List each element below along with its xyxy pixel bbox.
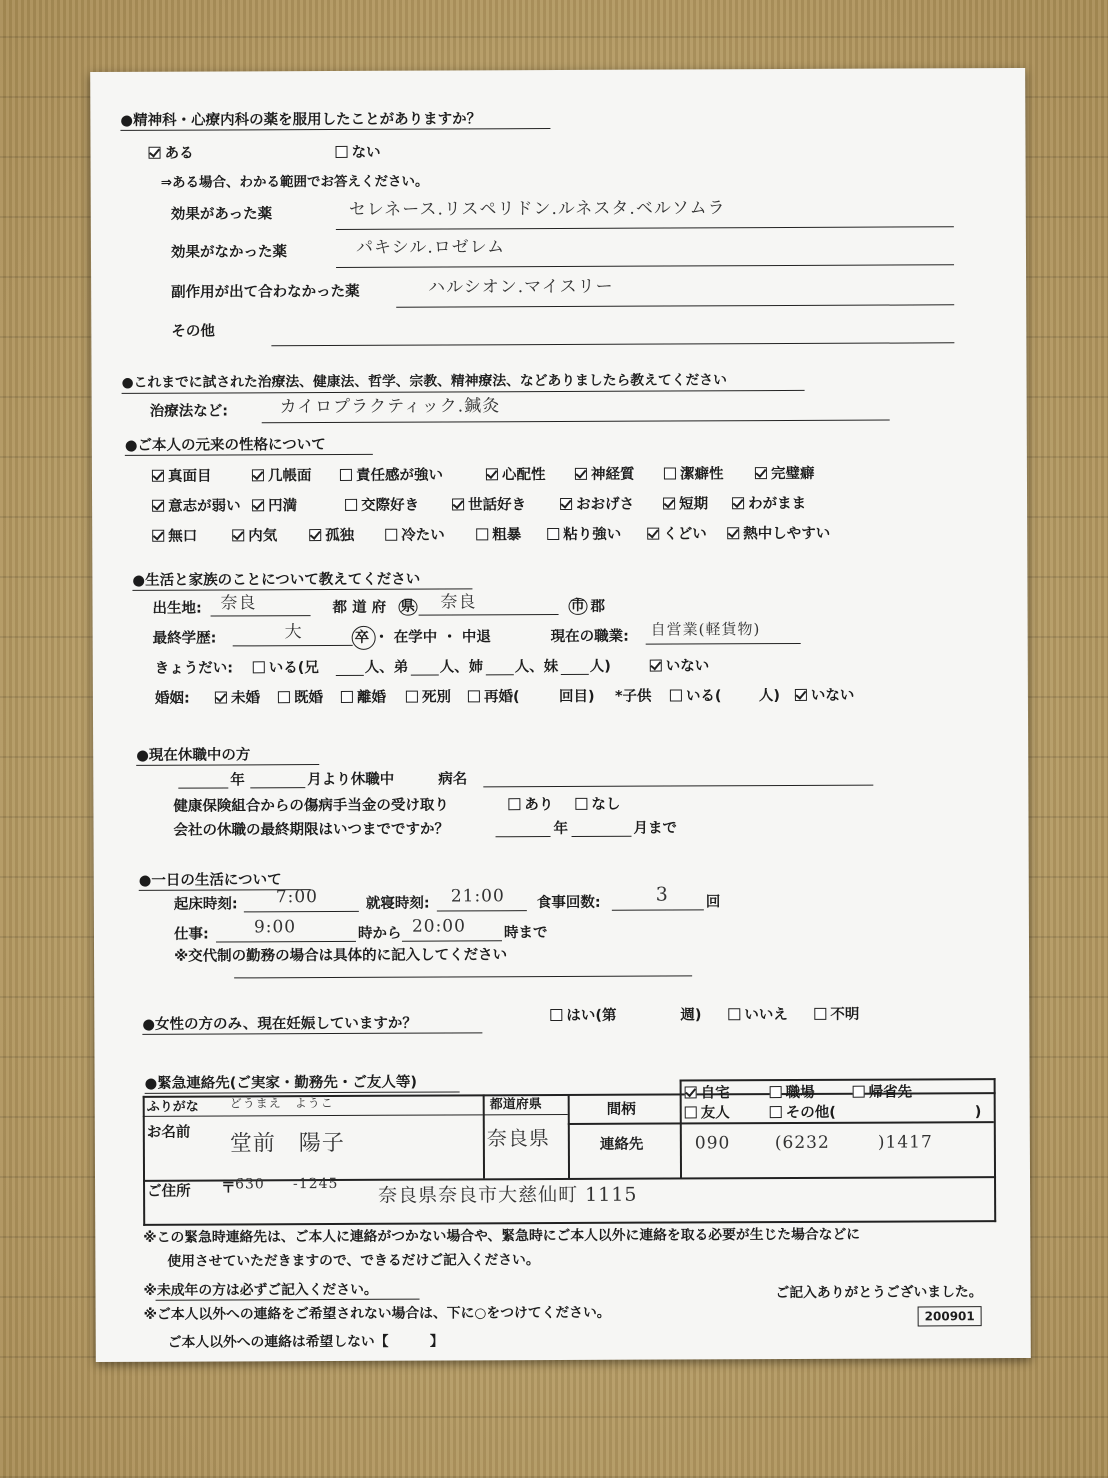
heading-underline — [142, 1032, 482, 1034]
checkbox-checked[interactable] — [252, 499, 264, 511]
med-no-option[interactable] — [336, 146, 381, 161]
graduated-circle — [352, 626, 376, 650]
blank-line — [336, 675, 364, 676]
meal-count-value[interactable]: 3 — [655, 883, 669, 906]
education-value[interactable]: 大 — [284, 622, 303, 643]
checkbox-checked[interactable] — [575, 468, 587, 480]
trait-option[interactable] — [252, 469, 312, 484]
trait-option[interactable] — [340, 469, 443, 484]
birthplace-value-1[interactable]: 奈良 — [220, 593, 257, 614]
leave-year-label: 年 — [230, 772, 245, 789]
children-yes-option[interactable] — [670, 689, 722, 704]
option-label: 未婚 — [230, 690, 260, 707]
phone-part-2[interactable]: (6232 — [774, 1132, 830, 1154]
option-label: いる(兄 — [268, 660, 319, 677]
emergency-contact-heading: ●緊急連絡先(ご実家・勤務先・ご友人等) — [144, 1074, 418, 1092]
meal-count-unit: 回 — [705, 894, 721, 911]
checkbox[interactable] — [385, 529, 397, 541]
option-label: はい(第 — [566, 1007, 617, 1024]
personality-heading: ●ご本人の元来の性格について — [124, 437, 326, 454]
blank-line — [486, 674, 514, 675]
answer-line — [336, 226, 954, 230]
checkbox-checked[interactable] — [647, 528, 659, 540]
med-yes-option[interactable] — [149, 147, 194, 162]
checkbox[interactable] — [664, 467, 676, 479]
relation-work-option[interactable] — [770, 1086, 815, 1101]
intake-form-sheet — [90, 68, 1031, 1362]
limit-until-label: 月まで — [633, 820, 678, 837]
option-label: ある — [164, 145, 194, 162]
answer-line — [402, 940, 502, 941]
trait-option[interactable] — [385, 529, 445, 544]
relation-home-option[interactable] — [685, 1086, 730, 1101]
trait-option[interactable] — [152, 470, 212, 485]
option-label: 不明 — [830, 1006, 860, 1023]
med-instruction: ⇒ある場合、わかる範囲でお答えください。 — [160, 173, 429, 191]
blank-line — [178, 787, 228, 788]
postal-mark: 〒 — [221, 1180, 236, 1197]
table-border — [994, 1078, 997, 1222]
marriage-option[interactable] — [215, 691, 260, 706]
trait-label: 潔癖性 — [679, 466, 724, 483]
option-label: いない — [665, 658, 710, 675]
option-label: なし — [591, 796, 621, 813]
checkbox[interactable] — [340, 469, 352, 481]
heading-underline — [145, 1091, 460, 1093]
answer-line — [211, 615, 311, 616]
checkbox[interactable] — [770, 1106, 782, 1118]
checkbox[interactable] — [685, 1106, 697, 1118]
answer-line — [233, 645, 353, 647]
gun-label: 郡 — [590, 598, 606, 615]
trait-label: 心配性 — [501, 467, 546, 484]
option-label: 友人 — [700, 1105, 730, 1122]
trait-option[interactable] — [727, 527, 830, 542]
answer-line — [244, 911, 359, 913]
option-label: その他( — [785, 1104, 836, 1122]
address-value[interactable]: 奈良県奈良市大慈仙町 1115 — [378, 1183, 638, 1207]
trait-option[interactable] — [755, 467, 815, 482]
trait-label: 几帳面 — [267, 468, 312, 485]
checkbox[interactable] — [575, 798, 587, 810]
sleep-time-value[interactable]: 21:00 — [450, 886, 505, 907]
note-underline — [156, 1299, 420, 1301]
effective-med-label: 効果があった薬 — [170, 206, 273, 223]
checkbox-checked[interactable] — [452, 498, 464, 510]
siblings-label: きょうだい: — [154, 660, 234, 677]
prefecture-header: 都道府県 — [489, 1097, 542, 1113]
relation-parents-option[interactable] — [853, 1085, 913, 1100]
work-from-label: 時から — [357, 925, 402, 942]
checkbox-checked[interactable] — [252, 469, 264, 481]
trait-label: 短期 — [679, 496, 709, 513]
blank-line — [561, 674, 589, 675]
trait-label: 神経質 — [590, 466, 635, 483]
pregnancy-week-label: 週) — [680, 1007, 702, 1024]
birthplace-value-2[interactable]: 奈良 — [440, 592, 477, 613]
siblings-no-option[interactable] — [650, 659, 710, 674]
table-border — [143, 1220, 996, 1226]
trait-option[interactable] — [252, 499, 297, 514]
work-label: 仕事: — [173, 926, 209, 943]
checkbox-checked[interactable] — [795, 689, 807, 701]
trait-label: 責任感が強い — [355, 467, 443, 484]
blank-line — [250, 787, 305, 788]
checkbox-checked[interactable] — [650, 660, 662, 672]
relation-other-option[interactable] — [770, 1106, 836, 1121]
life-family-heading: ●生活と家族のことについて教えてください — [132, 571, 421, 589]
marriage-option[interactable] — [468, 690, 520, 705]
checkbox-checked[interactable] — [309, 529, 321, 541]
heading-underline — [122, 390, 805, 394]
trait-option[interactable] — [664, 467, 724, 482]
occupation-value[interactable]: 自営業(軽貨物) — [650, 620, 761, 639]
option-label: いない — [810, 687, 855, 704]
prefecture-value[interactable]: 奈良県 — [486, 1126, 550, 1151]
leave-heading: ●現在休職中の方 — [136, 747, 251, 764]
answer-line — [396, 304, 954, 307]
pregnancy-yes-option[interactable] — [550, 1009, 616, 1024]
checkbox-checked[interactable] — [755, 467, 767, 479]
checkbox-checked[interactable] — [152, 500, 164, 512]
relation-friend-option[interactable] — [685, 1106, 730, 1121]
option-label: ない — [351, 144, 381, 161]
no-contact-note: ※ご本人以外への連絡をご希望されない場合は、下に○をつけてください。 — [143, 1304, 611, 1323]
insurance-yes-option[interactable] — [508, 798, 553, 813]
trait-label: 世話好き — [468, 497, 527, 514]
trait-label: 孤独 — [325, 527, 355, 545]
thank-you-text: ご記入ありがとうございました。 — [775, 1284, 983, 1302]
trait-option[interactable] — [560, 498, 634, 513]
leave-since-label: 月より休職中 — [307, 771, 395, 789]
trait-option[interactable] — [232, 529, 277, 544]
work-end-value[interactable]: 20:00 — [411, 916, 466, 937]
daily-life-heading: ●一日の生活について — [138, 872, 282, 889]
trait-label: 無口 — [168, 528, 198, 545]
emergency-note-1: ※この緊急時連絡先は、ご本人に連絡がつかない場合や、緊急時にご本人以外に連絡を取る必要が生じた場合などに — [143, 1226, 861, 1246]
trait-option[interactable] — [152, 530, 197, 545]
checkbox-checked[interactable] — [232, 529, 244, 541]
option-label: 再婚( — [483, 689, 520, 706]
option-label: 既婚 — [293, 690, 323, 707]
address-label: ご住所 — [147, 1183, 191, 1200]
blank-line — [572, 836, 632, 837]
checkbox[interactable] — [341, 691, 353, 703]
option-label: いいえ — [744, 1007, 788, 1024]
trait-label: 熱中しやすい — [743, 525, 831, 543]
furigana-value[interactable]: どうまえ ようこ — [229, 1095, 334, 1111]
treatment-heading: ●これまでに試された治療法、健康法、哲学、宗教、精神療法、などありましたら教えてください — [121, 372, 727, 391]
option-label: 帰省先 — [868, 1084, 913, 1101]
trait-label: 粘り強い — [563, 526, 622, 543]
blank-line — [496, 836, 551, 837]
option-label: あり — [524, 797, 554, 814]
disease-label: 病名 — [438, 771, 468, 788]
ineffective-med-label: 効果がなかった薬 — [170, 244, 288, 261]
sib-unit-3: 人、妹 — [514, 659, 559, 676]
checkbox[interactable] — [406, 691, 418, 703]
relationship-label: 間柄 — [606, 1101, 636, 1118]
option-label: 職場 — [785, 1084, 815, 1102]
wake-time-label: 起床時刻: — [173, 896, 238, 913]
trait-option[interactable] — [663, 497, 708, 512]
answer-line — [336, 264, 954, 268]
checkbox[interactable] — [468, 690, 480, 702]
answer-line — [612, 909, 704, 910]
checkbox-checked[interactable] — [663, 497, 675, 509]
answer-line — [437, 910, 527, 911]
form-code: 200901 — [918, 1306, 982, 1326]
meal-count-label: 食事回数: — [536, 894, 601, 912]
ken-circled[interactable]: 県 — [398, 599, 417, 616]
phone-part-3[interactable]: )1417 — [877, 1132, 933, 1153]
limit-year-label: 年 — [553, 820, 569, 838]
pregnancy-no-option[interactable] — [728, 1008, 788, 1023]
side-effect-med-label: 副作用が出て合わなかった薬 — [171, 283, 360, 301]
trait-label: 真面目 — [167, 468, 212, 485]
postal-code-1[interactable]: 630 — [235, 1176, 265, 1193]
other-label: その他 — [171, 323, 215, 340]
checkbox[interactable] — [476, 528, 488, 540]
checkbox[interactable] — [670, 689, 682, 701]
trait-label: 交際好き — [361, 497, 420, 514]
checkbox[interactable] — [853, 1086, 865, 1098]
checkbox-checked[interactable] — [732, 497, 744, 509]
birthplace-label: 出生地: — [152, 600, 202, 617]
children-unit: 人) — [758, 688, 781, 705]
prefecture-type-label: 都 道 府 — [332, 599, 387, 616]
trait-label: 意志が弱い — [168, 498, 241, 515]
table-border — [568, 1094, 570, 1178]
checkbox-checked[interactable] — [560, 498, 572, 510]
answer-line — [234, 975, 692, 978]
heading-underline — [125, 454, 373, 456]
minor-note: ※未成年の方は必ずご記入ください。 — [143, 1281, 378, 1299]
checkbox[interactable] — [814, 1008, 826, 1020]
checkbox[interactable] — [253, 661, 265, 673]
work-to-label: 時まで — [503, 925, 548, 942]
checkbox[interactable] — [278, 691, 290, 703]
trait-label: 完璧癖 — [770, 465, 815, 483]
option-label: 離婚 — [356, 689, 386, 706]
marriage-option[interactable] — [341, 691, 386, 706]
checkbox[interactable] — [728, 1008, 740, 1020]
trait-option[interactable] — [732, 497, 806, 512]
blank-line — [411, 675, 439, 676]
checkbox-checked[interactable] — [685, 1086, 697, 1098]
treatment-label: 治療法など: — [149, 403, 229, 420]
trait-option[interactable] — [345, 499, 419, 514]
checkbox-checked[interactable] — [152, 470, 164, 482]
occupation-label: 現在の職業: — [550, 628, 630, 646]
trait-label: おおげさ — [576, 496, 635, 513]
checkbox-checked[interactable] — [486, 468, 498, 480]
no-contact-request[interactable]: ご本人以外への連絡は希望しない【 】 — [167, 1333, 444, 1351]
insurance-no-option[interactable] — [575, 798, 620, 813]
trait-option[interactable] — [309, 529, 354, 544]
checkbox[interactable] — [547, 528, 559, 540]
trait-label: 冷たい — [401, 527, 445, 544]
trait-option[interactable] — [486, 468, 546, 483]
sib-unit-4: 人) — [589, 658, 611, 675]
medication-heading: ●精神科・心療内科の薬を服用したことがありますか？ — [120, 111, 482, 129]
checkbox-checked[interactable] — [152, 530, 164, 542]
leave-limit-question: 会社の休職の最終期限はいつまでですか？ — [173, 821, 450, 839]
marriage-option[interactable] — [406, 690, 451, 705]
table-border — [680, 1079, 682, 1177]
work-start-value[interactable]: 9:00 — [253, 917, 297, 938]
table-border — [143, 1114, 483, 1116]
trait-label: わがまま — [748, 495, 807, 513]
answer-line — [483, 785, 873, 788]
heading-underline — [132, 588, 472, 590]
side-effect-med-value[interactable]: ハルシオン.マイスリー — [428, 276, 614, 298]
answer-line — [646, 643, 801, 645]
phone-part-1[interactable]: 090 — [694, 1133, 731, 1154]
answer-line — [216, 941, 356, 943]
trait-option[interactable] — [547, 528, 621, 543]
marriage-option[interactable] — [278, 691, 323, 706]
marriage-label: 婚姻: — [154, 690, 190, 707]
trait-option[interactable] — [575, 468, 635, 483]
pregnancy-heading: ●女性の方のみ、現在妊娠していますか？ — [142, 1015, 417, 1033]
checkbox[interactable] — [508, 798, 520, 810]
ineffective-med-value[interactable]: パキシル.ロゼレム — [355, 237, 506, 258]
table-border — [483, 1094, 485, 1178]
education-options: 卒 ・ 在学中 ・ 中退 — [354, 629, 491, 646]
treatment-value[interactable]: カイロプラクティック.鍼灸 — [279, 396, 501, 418]
option-label: 死別 — [421, 689, 451, 706]
name-label: お名前 — [146, 1124, 191, 1141]
sib-unit-1: 人、弟 — [364, 659, 409, 676]
answer-line — [419, 614, 559, 616]
contact-label: 連絡先 — [599, 1136, 644, 1153]
shift-note: ※交代制の勤務の場合は具体的に記入してください — [174, 947, 508, 965]
checkbox[interactable] — [770, 1086, 782, 1098]
trait-label: 内気 — [248, 528, 278, 545]
name-value[interactable]: 堂前 陽子 — [229, 1130, 345, 1157]
siblings-yes-option[interactable] — [253, 661, 319, 676]
answer-line — [262, 420, 890, 424]
trait-label: 粗暴 — [492, 527, 522, 544]
checkbox[interactable] — [345, 499, 357, 511]
checkbox[interactable] — [550, 1009, 562, 1021]
trait-option[interactable] — [152, 499, 241, 514]
trait-label: くどい — [663, 526, 707, 543]
option-label: 自宅 — [700, 1085, 730, 1102]
checkbox[interactable] — [336, 146, 348, 158]
table-border — [680, 1078, 996, 1081]
city-circled[interactable]: 市 — [568, 598, 587, 615]
trait-label: 円満 — [268, 498, 298, 515]
pregnancy-unknown-option[interactable] — [814, 1008, 859, 1023]
trait-option[interactable] — [452, 498, 526, 513]
table-border — [568, 1121, 994, 1125]
furigana-label: ふりがな — [146, 1099, 199, 1115]
table-border — [483, 1114, 568, 1115]
postal-code-2[interactable]: -1245 — [293, 1175, 339, 1193]
trait-option[interactable] — [476, 528, 521, 543]
children-no-option[interactable] — [795, 689, 855, 704]
emergency-note-2: 使用させていただきますので、できるだけご記入ください。 — [167, 1252, 540, 1270]
education-label: 最終学歴: — [152, 630, 217, 647]
children-label: *子供 — [614, 688, 652, 705]
remarriage-times: 回目) — [558, 688, 595, 706]
checkbox-checked[interactable] — [215, 691, 227, 703]
wake-time-value[interactable]: 7:00 — [275, 887, 319, 908]
heading-underline — [136, 764, 319, 766]
sleep-time-label: 就寝時刻: — [365, 895, 430, 912]
sib-unit-2: 人、姉 — [439, 659, 484, 676]
trait-option[interactable] — [647, 527, 707, 542]
relation-other-close: ) — [974, 1104, 982, 1121]
checkbox-checked[interactable] — [149, 147, 161, 159]
effective-med-value[interactable]: セレネース.リスペリドン.ルネスタ.ベルソムラ — [348, 198, 726, 220]
insurance-question: 健康保険組合からの傷病手当金の受け取り — [173, 797, 449, 815]
answer-line — [271, 342, 954, 346]
checkbox-checked[interactable] — [727, 527, 739, 539]
option-label: いる( — [685, 688, 722, 705]
emergency-contact-table — [90, 68, 1025, 72]
